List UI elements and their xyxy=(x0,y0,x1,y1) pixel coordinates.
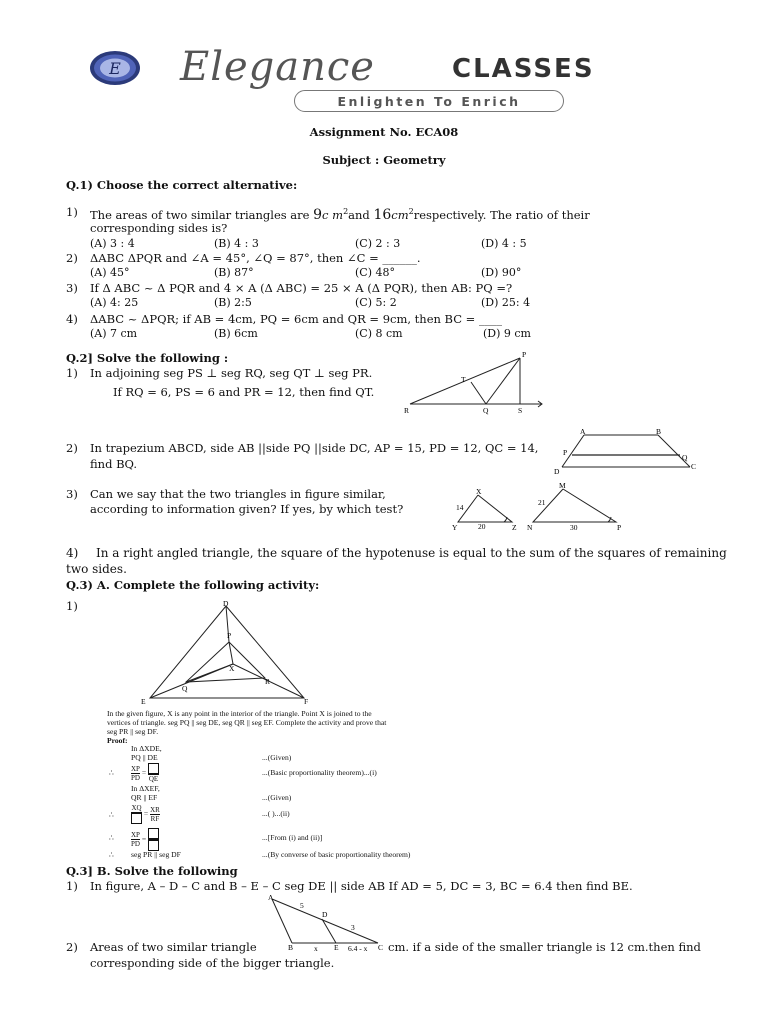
fig2-label-q: Q xyxy=(682,453,688,462)
fig4-label-p: P xyxy=(227,631,232,640)
fig1-label-t: T xyxy=(461,375,466,384)
q2-2-line2: find BQ. xyxy=(90,457,138,471)
q1-heading: Q.1) Choose the correct alternative: xyxy=(66,178,298,192)
fig1-label-q: Q xyxy=(483,406,489,415)
q2-1-line2: If RQ = 6, PS = 6 and PR = 12, then find QT. xyxy=(113,385,375,399)
fig5-label-a: A xyxy=(268,893,274,902)
q1-2-option-a: (A) 45° xyxy=(90,266,130,279)
q2-4-num: 4) xyxy=(66,546,79,560)
fig2-label-p: P xyxy=(563,448,568,457)
fig3-label-x: X xyxy=(476,487,482,496)
subject-title: Subject : Geometry xyxy=(322,153,446,167)
fig3-label-p: P xyxy=(617,523,622,532)
fig4-label-x: X xyxy=(229,664,235,673)
q1-1-option-c: (C) 2 : 3 xyxy=(355,237,401,250)
fig1-label-r: R xyxy=(404,406,410,415)
q1-2-num: 2) xyxy=(66,251,78,265)
q3b-heading: Q.3] B. Solve the following xyxy=(66,864,238,878)
fig3-label-21: 21 xyxy=(538,498,546,507)
fig4-label-r: R xyxy=(265,677,271,686)
q3b-1-line1: In figure, A – D – C and B – E – C seg DE || side AB If AD = 5, DC = 3, BC = 6.4 then find BE. xyxy=(90,879,633,893)
q3b-figure xyxy=(262,893,388,953)
fig5-label-d: D xyxy=(322,910,328,919)
q3a-figure xyxy=(138,598,316,708)
q3b-2-num: 2) xyxy=(66,940,78,954)
q1-1-option-b: (B) 4 : 3 xyxy=(214,237,259,250)
q1-1-text: The areas of two similar triangles are 9c $m^2and$ $16cm^2respectively$. The ratio of their xyxy=(90,206,590,223)
q2-3-line1: Can we say that the two triangles in figure similar, xyxy=(90,487,386,501)
q1-4-num: 4) xyxy=(66,312,78,326)
fig5-label-b: B xyxy=(288,943,294,952)
fig1-label-s: S xyxy=(518,406,523,415)
fig3-label-y: Y xyxy=(452,523,458,532)
fig1-label-p: P xyxy=(522,350,527,359)
q1-4-text: ΔABC ~ ΔPQR; if AB = 4cm, PQ = 6cm and QR = 9cm, then BC = ____ xyxy=(90,312,502,326)
q3a-num: 1) xyxy=(66,599,78,613)
q3b-2-line1b: cm. if a side of the smaller triangle is 12 cm.then find xyxy=(388,940,701,954)
q1-1-option-a: (A) 3 : 4 xyxy=(90,237,135,250)
q2-2-figure xyxy=(550,425,700,477)
fig3-label-n: N xyxy=(527,523,533,532)
tagline: Enlighten To Enrich xyxy=(337,94,521,109)
q1-3-text: If Δ ABC ~ Δ PQR and 4 × A (Δ ABC) = 25 × A (Δ PQR), then AB: PQ =? xyxy=(90,281,513,295)
q2-1-figure xyxy=(398,350,548,420)
q3b-2-line1a: Areas of two similar triangle xyxy=(90,940,257,954)
q2-4-line2: two sides. xyxy=(66,562,127,576)
fig3-label-30: 30 xyxy=(570,523,578,532)
q2-4-line1: In a right angled triangle, the square of the hypotenuse is equal to the sum of the squares of remaining xyxy=(96,546,727,560)
q1-3-option-d: (D) 25: 4 xyxy=(481,296,531,309)
q1-4-option-a: (A) 7 cm xyxy=(90,327,138,340)
q1-4-option-b: (B) 6cm xyxy=(214,327,258,340)
q1-2-option-d: (D) 90° xyxy=(481,266,522,279)
q2-3-line2: according to information given? If yes, by which test? xyxy=(90,502,404,516)
q3a-proof: In ΔXDE, PQ || DE ...(Given) ∴ $\frac{XP}{PD}$ = QE ...(Basic proportionality theorem)...(i) In ΔXEF, QR || EF ...(Given) ∴ XQ = $\frac{XR}{RF}$ ...( )...(ii) ∴ $\frac{XP}{PD}$ = ...[From (i) and (ii)] ∴ seg PR || seg DF ...(By converse of basic proportionality theorem) xyxy=(109,744,411,859)
fig2-label-c: C xyxy=(691,462,697,471)
fig4-label-e: E xyxy=(141,697,146,706)
fig2-label-a: A xyxy=(580,427,586,436)
fig2-label-d: D xyxy=(554,467,560,476)
q1-2-option-c: (C) 48° xyxy=(355,266,395,279)
fig4-label-q: Q xyxy=(182,684,188,693)
q1-2-text: ΔABC ΔPQR and ∠A = 45°, ∠Q = 87°, then ∠C = ______. xyxy=(90,251,421,265)
q3b-1-num: 1) xyxy=(66,879,78,893)
fig3-label-14: 14 xyxy=(456,503,464,512)
fig5-label-5: 5 xyxy=(300,901,304,910)
fig5-label-3: 3 xyxy=(351,923,355,932)
fig2-label-b: B xyxy=(656,427,662,436)
fig5-label-e: E xyxy=(334,943,339,952)
q1-1-text-line2: corresponding sides is? xyxy=(90,221,228,235)
brand-caps: CLASSES xyxy=(452,54,595,84)
q3b-2-line2: corresponding side of the bigger triangle. xyxy=(90,956,335,970)
q1-2-option-b: (B) 87° xyxy=(214,266,254,279)
q1-3-option-c: (C) 5: 2 xyxy=(355,296,397,309)
fig3-label-m: M xyxy=(559,481,566,490)
brand-script: Elegance xyxy=(180,44,375,90)
svg-text:E: E xyxy=(109,59,121,78)
q3a-description: In the given figure, X is any point in the interior of the triangle. Point X is joined to the vertices of triangle. seg PQ || seg DE, seg QR || seg EF. Complete the activity and prove that seg PR || seg DF. Proof: xyxy=(107,709,387,745)
fig5-label-64x: 6.4 - x xyxy=(348,944,368,953)
fig5-label-x: x xyxy=(314,944,318,953)
tagline-badge xyxy=(294,90,564,112)
fig3-label-z: Z xyxy=(512,523,517,532)
q1-3-num: 3) xyxy=(66,281,78,295)
q3a-heading: Q.3) A. Complete the following activity: xyxy=(66,578,320,592)
q2-3-num: 3) xyxy=(66,487,78,501)
q2-2-num: 2) xyxy=(66,441,78,455)
logo-emblem xyxy=(89,50,141,86)
q1-1-num: 1) xyxy=(66,205,78,219)
q1-4-option-d: (D) 9 cm xyxy=(483,327,531,340)
q2-2-line1: In trapezium ABCD, side AB ||side PQ ||side DC, AP = 15, PD = 12, QC = 14, xyxy=(90,441,539,455)
q1-4-option-c: (C) 8 cm xyxy=(355,327,403,340)
q2-1-line1: In adjoining seg PS ⊥ seg RQ, seg QT ⊥ seg PR. xyxy=(90,366,373,380)
q1-3-option-a: (A) 4: 25 xyxy=(90,296,139,309)
q1-3-option-b: (B) 2:5 xyxy=(214,296,252,309)
q2-1-num: 1) xyxy=(66,366,78,380)
fig4-label-d: D xyxy=(223,599,229,608)
q2-heading: Q.2] Solve the following : xyxy=(66,351,229,365)
q1-1-option-d: (D) 4 : 5 xyxy=(481,237,527,250)
fig4-label-f: F xyxy=(304,697,309,706)
q2-3-figure xyxy=(446,480,636,532)
fig5-label-c: C xyxy=(378,943,384,952)
assignment-title: Assignment No. ECA08 xyxy=(309,125,459,139)
fig3-label-20: 20 xyxy=(478,522,486,531)
